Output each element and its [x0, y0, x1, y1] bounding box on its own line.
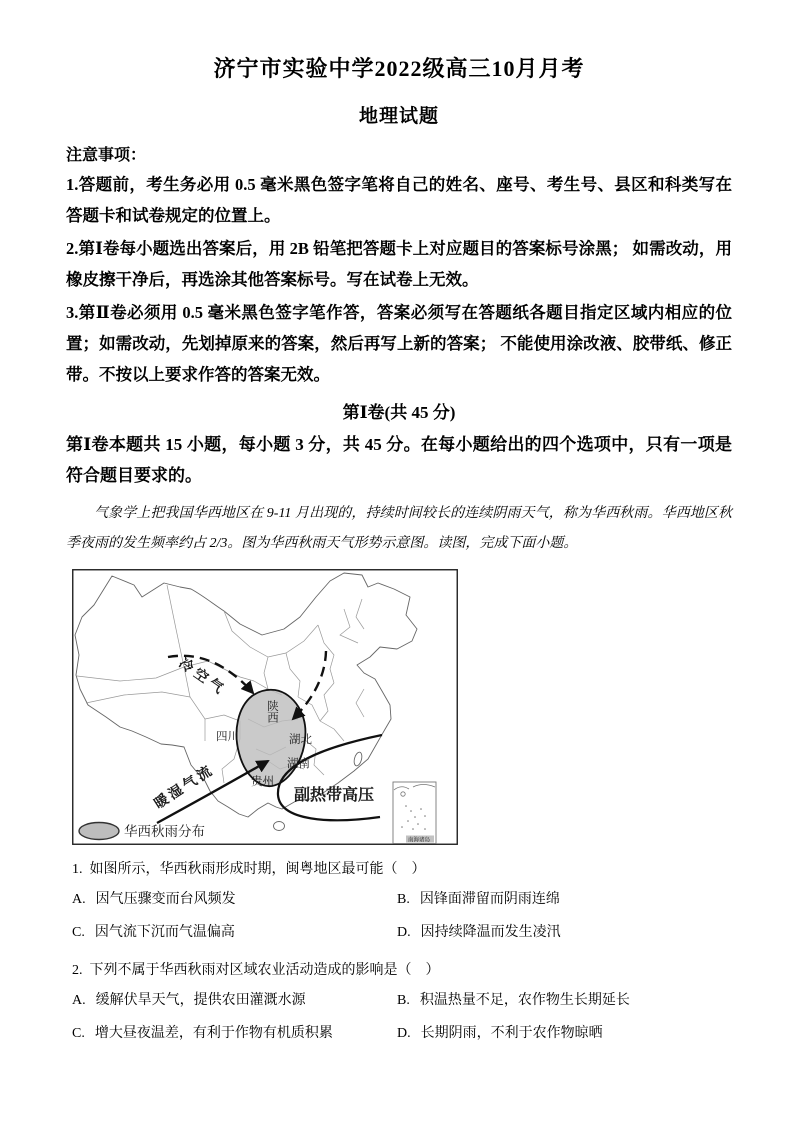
inset-label: 南海诸岛 [408, 837, 431, 844]
south-china-sea-inset [393, 782, 436, 844]
passage-text: 气象学上把我国华西地区在 9-11 月出现的，持续时间较长的连续阴雨天气，称为华西秋雨。华西地区秋季夜雨的发生频率约占 2/3。图为华西秋雨天气形势示意图。读图，完成下面小题。 [66, 506, 732, 551]
question-2-option-b: B. 积温热量不足，农作物生长期延长 [397, 993, 630, 1008]
question-1-text: 如图所示，华西秋雨形成时期，闽粤地区最可能（ ） [89, 862, 426, 877]
question-2-text: 下列不属于华西秋雨对区域农业活动造成的影响是（ ） [89, 963, 440, 978]
page-title: 济宁市实验中学2022级高三10月月考 [213, 56, 585, 81]
notice-item-1: 1.答题前，考生务必用 0.5 毫米黑色签字笔将自己的姓名、座号、考生号、县区和科类写在答题卡和试卷规定的位置上。 [66, 175, 732, 225]
province-label-shaanxi: 陕西 [266, 700, 278, 723]
warm-flow-label: 暖湿气流 [150, 761, 217, 812]
notice-heading: 注意事项： [66, 147, 147, 164]
question-1-option-d: D. 因持续降温而发生凌汛 [397, 925, 561, 940]
legend-rain-swatch [79, 823, 119, 840]
question-2-option-d: D. 长期阴雨，不利于农作物晾晒 [397, 1026, 603, 1041]
subtropical-high-label: 副热带高压 [294, 787, 375, 804]
question-2-option-c: C. 增大昼夜温差，有利于作物有机质积累 [72, 1026, 333, 1041]
question-1-option-b: B. 因锋面滞留而阴雨连绵 [397, 892, 560, 907]
cold-air-label: 冷空气 [176, 654, 230, 699]
question-1-options [72, 885, 732, 948]
question-1-stem [72, 855, 732, 885]
legend-label: 华西秋雨分布 [124, 824, 205, 839]
province-label-sichuan: 四川 [216, 731, 239, 743]
question-1-number: 1. [72, 862, 83, 877]
province-label-hubei: 湖北 [289, 734, 312, 746]
province-label-hunan: 湖南 [287, 758, 310, 770]
question-1 [72, 855, 732, 948]
section1-instructions: 第Ⅰ卷本题共 15 小题，每小题 3 分，共 45 分。在每小题给出的四个选项中，只有一项是符合题目要求的。 [66, 435, 732, 485]
notice-item-3: 3.第Ⅱ卷必须用 0.5 毫米黑色签字笔作答，答案必须写在答题纸各题目指定区域内相应的位置；如需改动，先划掉原来的答案，然后再写上新的答案； 不能使用涂改液、胶带纸、修正带。不按以上要求作答的答案无效。 [66, 303, 732, 384]
province-label-guizhou: 贵州 [251, 776, 274, 788]
page-subtitle: 地理试题 [358, 106, 439, 127]
question-2-number: 2. [72, 963, 83, 978]
china-autumn-rain-map [72, 569, 458, 845]
question-2-option-a: A. 缓解伏旱天气，提供农田灌溉水源 [72, 993, 306, 1008]
section1-header: 第Ⅰ卷(共 45 分) [342, 403, 456, 422]
question-2 [72, 956, 732, 1049]
question-1-option-a: A. 因气压骤变而台风频发 [72, 892, 236, 907]
weather-map-figure [72, 569, 732, 845]
question-2-options [72, 986, 732, 1049]
question-2-stem [72, 956, 732, 986]
question-1-option-c: C. 因气流下沉而气温偏高 [72, 925, 235, 940]
notice-item-2: 2.第Ⅰ卷每小题选出答案后，用 2B 铅笔把答题卡上对应题目的答案标号涂黑； 如需改动，用橡皮擦干净后，再选涂其他答案标号。写在试卷上无效。 [66, 239, 732, 289]
